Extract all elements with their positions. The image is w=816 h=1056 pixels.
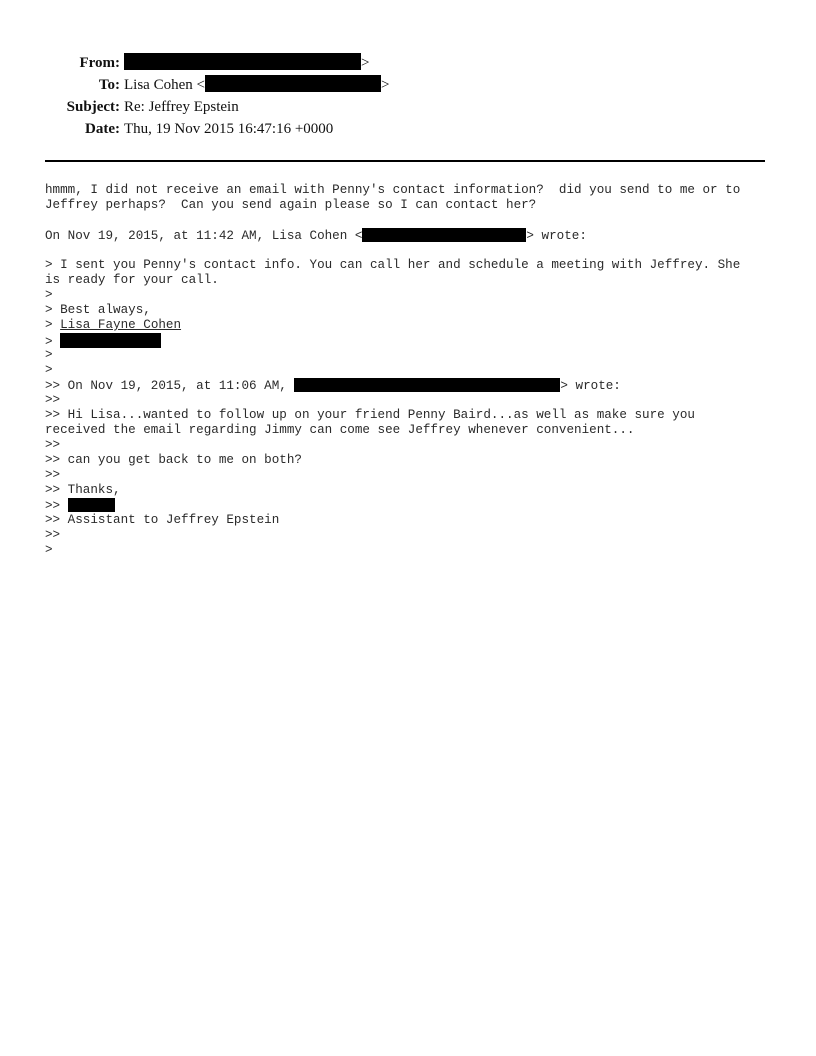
blank-line <box>45 243 769 258</box>
subject-label: Subject: <box>66 99 120 115</box>
redaction-block <box>60 333 161 348</box>
quoted-line <box>45 498 769 513</box>
body-line: hmmm, I did not receive an email with Penny's contact information? did you send to me or to <box>45 183 741 197</box>
redaction-block <box>205 75 381 92</box>
header-divider <box>45 160 765 162</box>
attribution-prefix: On Nov 19, 2015, at 11:42 AM, Lisa Cohen < <box>45 229 363 243</box>
email-body <box>45 183 769 558</box>
from-value <box>124 52 369 74</box>
quoted-line: >> <box>45 393 61 407</box>
redaction-block <box>124 53 361 70</box>
date-row <box>0 118 816 140</box>
to-row <box>0 74 816 96</box>
quoted-line: >> can you get back to me on both? <box>45 453 302 467</box>
subject-row <box>0 96 816 118</box>
quote-marker: > <box>45 335 61 349</box>
from-label: From: <box>79 55 120 71</box>
quoted-line <box>45 333 769 348</box>
signature-line <box>45 318 769 333</box>
quoted-line: > Best always, <box>45 303 151 317</box>
quoted-line: >> Thanks, <box>45 483 121 497</box>
quoted-line: >> <box>45 438 61 452</box>
quoted-line: is ready for your call. <box>45 273 219 287</box>
body-line: Jeffrey perhaps? Can you send again please so I can contact her? <box>45 198 537 212</box>
quoted-line: > <box>45 363 53 377</box>
attribution-suffix: > wrote: <box>526 229 587 243</box>
blank-line <box>45 213 769 228</box>
to-close-bracket: > <box>380 77 390 93</box>
subject-value: Re: Jeffrey Epstein <box>124 99 239 115</box>
quoted-line: >> Assistant to Jeffrey Epstein <box>45 513 280 527</box>
quoted-line: > <box>45 288 53 302</box>
date-value: Thu, 19 Nov 2015 16:47:16 +0000 <box>124 121 334 137</box>
from-close-bracket: > <box>361 55 370 71</box>
redaction-block <box>68 498 115 512</box>
quote-attribution <box>45 228 769 243</box>
from-row <box>0 52 816 74</box>
to-label: To: <box>98 77 120 93</box>
to-name: Lisa Cohen < <box>124 77 205 93</box>
quoted-line: >> <box>45 528 61 542</box>
email-header <box>0 52 816 140</box>
quoted-line: > I sent you Penny's contact info. You can call her and schedule a meeting with Jeffrey. She <box>45 258 741 272</box>
quote-marker: > <box>45 318 61 332</box>
quoted-line: > <box>45 543 53 557</box>
quote-marker: >> <box>45 499 68 513</box>
redaction-block <box>362 228 526 242</box>
date-label: Date: <box>85 121 120 137</box>
attribution-suffix: > wrote: <box>560 379 621 393</box>
attribution-prefix: >> On Nov 19, 2015, at 11:06 AM, <box>45 379 295 393</box>
redaction-block <box>294 378 560 392</box>
quoted-line: received the email regarding Jimmy can come see Jeffrey whenever convenient... <box>45 423 635 437</box>
quoted-line: >> <box>45 468 61 482</box>
quote-attribution <box>45 378 769 393</box>
quoted-line: > <box>45 348 53 362</box>
quoted-line: >> Hi Lisa...wanted to follow up on your friend Penny Baird...as well as make sure you <box>45 408 695 422</box>
to-value <box>124 74 389 96</box>
signature-name: Lisa Fayne Cohen <box>60 318 182 332</box>
